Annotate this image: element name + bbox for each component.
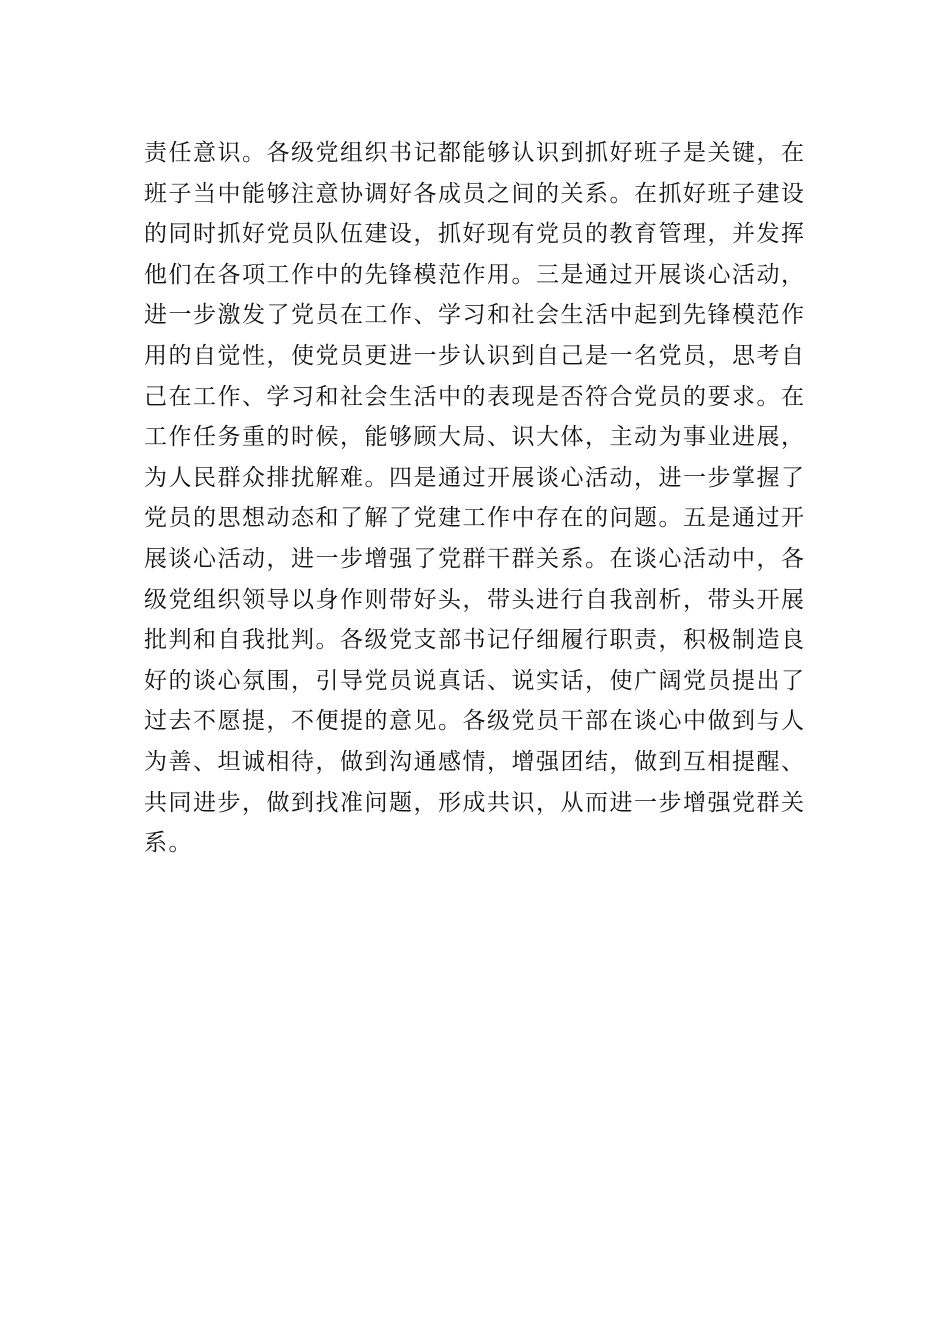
text-line-10: 党员的思想动态和了解了党建工作中存在的问题。五是通过开 [144,505,806,532]
body-paragraph [144,133,824,864]
text-line-6: 用的自觉性，使党员更进一步认识到自己是一名党员，思考自 [144,342,806,369]
text-line-7: 己在工作、学习和社会生活中的表现是否符合党员的要求。在 [144,383,806,410]
text-line-11: 展谈心活动，进一步增强了党群干群关系。在谈心活动中，各 [144,545,806,572]
text-line-5: 进一步激发了党员在工作、学习和社会生活中起到先锋模范作 [144,302,806,329]
text-line-15: 过去不愿提，不便提的意见。各级党员干部在谈心中做到与人 [144,708,806,735]
text-line-8: 工作任务重的时候，能够顾大局、识大体，主动为事业进展， [144,424,806,451]
text-line-14: 好的谈心氛围，引导党员说真话、说实话，使广阔党员提出了 [144,667,806,694]
text-line-16: 为善、坦诚相待，做到沟通感情，增强团结，做到互相提醒、 [144,748,806,775]
text-line-18: 系。 [144,830,193,857]
text-line-12: 级党组织领导以身作则带好头，带头进行自我剖析，带头开展 [144,586,806,613]
text-line-3: 的同时抓好党员队伍建设，抓好现有党员的教育管理，并发挥 [144,221,806,248]
text-line-13: 批判和自我批判。各级党支部书记仔细履行职责，积极制造良 [144,627,806,654]
text-line-17: 共同进步，做到找准问题，形成共识，从而进一步增强党群关 [144,789,806,816]
text-line-4: 他们在各项工作中的先锋模范作用。三是通过开展谈心活动， [144,261,806,288]
text-line-2: 班子当中能够注意协调好各成员之间的关系。在抓好班子建设 [144,180,806,207]
text-line-1: 责任意识。各级党组织书记都能够认识到抓好班子是关键，在 [144,140,806,166]
text-line-9: 为人民群众排扰解难。四是通过开展谈心活动，进一步掌握了 [144,464,806,491]
